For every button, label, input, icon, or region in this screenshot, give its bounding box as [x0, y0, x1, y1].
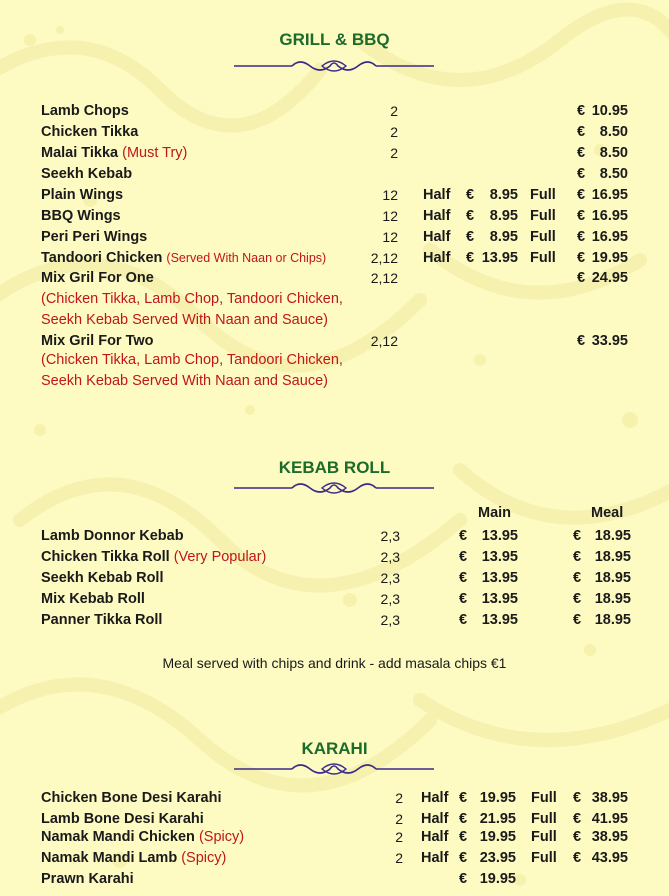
- currency-symbol: €: [459, 549, 468, 565]
- item-price: 8.50: [599, 166, 628, 182]
- menu-item-name: [41, 549, 266, 565]
- currency-symbol: €: [577, 208, 586, 224]
- full-label: Full: [531, 790, 557, 806]
- main-price: 13.95: [481, 591, 518, 607]
- item-name-text: BBQ Wings: [41, 208, 121, 224]
- menu-item-name: [41, 790, 222, 806]
- currency-symbol: €: [573, 528, 582, 544]
- menu-item-name: [41, 103, 129, 119]
- currency-symbol: €: [466, 208, 475, 224]
- full-label: Full: [530, 208, 556, 224]
- menu-item-name: [41, 871, 134, 887]
- currency-symbol: €: [459, 528, 468, 544]
- half-label: Half: [423, 208, 451, 224]
- item-name-text: Chicken Tikka: [41, 124, 139, 140]
- half-label: Half: [423, 187, 451, 203]
- allergen-code: 2,3: [380, 570, 400, 586]
- kebab-footnote: Meal served with chips and drink - add masala chips €1: [162, 655, 507, 671]
- item-name-text: Namak Mandi Lamb: [41, 850, 178, 866]
- menu-item-name: [41, 850, 226, 866]
- currency-symbol: €: [577, 103, 586, 119]
- item-name-text: Seekh Kebab Roll: [41, 570, 164, 586]
- item-name-text: Mix Gril For Two: [41, 333, 154, 349]
- item-price: 16.95: [591, 187, 628, 203]
- currency-symbol: €: [573, 850, 582, 866]
- full-price: 41.95: [591, 811, 628, 827]
- full-label: Full: [531, 850, 557, 866]
- currency-symbol: €: [459, 811, 468, 827]
- allergen-code: 2: [390, 145, 398, 161]
- half-price: 8.95: [489, 187, 518, 203]
- item-note: (Very Popular): [173, 549, 267, 565]
- item-price: 8.50: [599, 124, 628, 140]
- main-price: 13.95: [481, 528, 518, 544]
- currency-symbol: €: [459, 570, 468, 586]
- menu-item-name: [41, 612, 162, 628]
- currency-symbol: €: [573, 829, 582, 845]
- section-title-grill: GRILL & BBQ: [279, 30, 390, 49]
- mix-one-description-line2: Seekh Kebab Served With Naan and Sauce): [41, 312, 328, 328]
- item-name-text: Lamb Bone Desi Karahi: [41, 811, 204, 827]
- half-price: 19.95: [479, 790, 516, 806]
- half-price: 19.95: [479, 829, 516, 845]
- half-label: Half: [423, 250, 451, 266]
- item-name-text: Lamb Chops: [41, 103, 129, 119]
- item-note: (Spicy): [181, 850, 227, 866]
- currency-symbol: €: [459, 790, 468, 806]
- item-name-text: Plain Wings: [41, 187, 124, 203]
- half-label: Half: [421, 790, 449, 806]
- meal-price: 18.95: [594, 612, 631, 628]
- half-price: 13.95: [481, 250, 518, 266]
- half-price: 8.95: [489, 229, 518, 245]
- meal-price: 18.95: [594, 570, 631, 586]
- allergen-code: 12: [382, 208, 398, 224]
- currency-symbol: €: [573, 612, 582, 628]
- meal-price: 18.95: [594, 591, 631, 607]
- full-price: 43.95: [591, 850, 628, 866]
- half-label: Half: [421, 811, 449, 827]
- currency-symbol: €: [577, 333, 586, 349]
- menu-item-name: [41, 166, 132, 182]
- allergen-code: 2: [395, 829, 403, 845]
- currency-symbol: €: [466, 250, 475, 266]
- menu-item-name: [41, 124, 138, 140]
- currency-symbol: €: [577, 145, 586, 161]
- mix-one-description-line1: (Chicken Tikka, Lamb Chop, Tandoori Chicken,: [41, 291, 343, 307]
- menu-item-name: [41, 570, 163, 586]
- item-note: (Must Try): [122, 145, 188, 161]
- full-label: Full: [531, 829, 557, 845]
- currency-symbol: €: [459, 871, 468, 887]
- allergen-code: 12: [382, 187, 398, 203]
- menu-item-name: [41, 811, 204, 827]
- currency-symbol: €: [577, 166, 586, 182]
- half-label: Half: [421, 829, 449, 845]
- half-price: 19.95: [479, 871, 516, 887]
- allergen-code: 2,3: [380, 612, 400, 628]
- currency-symbol: €: [577, 229, 586, 245]
- menu-item-name: [41, 229, 147, 245]
- currency-symbol: €: [577, 187, 586, 203]
- allergen-code: 2: [395, 850, 403, 866]
- item-name-text: Mix Gril For One: [41, 270, 154, 286]
- mix-two-description-line1: (Chicken Tikka, Lamb Chop, Tandoori Chicken,: [41, 352, 343, 368]
- section-title-kebab: KEBAB ROLL: [278, 458, 391, 477]
- half-price: 8.95: [489, 208, 518, 224]
- ornament-divider-icon: [234, 479, 434, 497]
- item-name-text: Seekh Kebab: [41, 166, 133, 182]
- menu-item-name: [41, 145, 187, 161]
- item-price: 33.95: [591, 333, 628, 349]
- currency-symbol: €: [577, 124, 586, 140]
- item-price: 16.95: [591, 208, 628, 224]
- allergen-code: 12: [382, 229, 398, 245]
- allergen-code: 2,3: [380, 591, 400, 607]
- item-name-text: Prawn Karahi: [41, 871, 134, 887]
- full-label: Full: [530, 187, 556, 203]
- allergen-code: 2,3: [380, 528, 400, 544]
- currency-symbol: €: [573, 549, 582, 565]
- allergen-code: 2,3: [380, 549, 400, 565]
- menu-item-name: [41, 250, 326, 266]
- allergen-code: 2: [395, 811, 403, 827]
- item-name-text: Namak Mandi Chicken: [41, 829, 195, 845]
- full-label: Full: [530, 250, 556, 266]
- meal-price: 18.95: [594, 549, 631, 565]
- currency-symbol: €: [573, 811, 582, 827]
- item-price: 8.50: [599, 145, 628, 161]
- item-price: 24.95: [591, 270, 628, 286]
- allergen-code: 2,12: [370, 270, 398, 286]
- menu-item-name: [41, 187, 123, 203]
- menu-item-name: [41, 591, 145, 607]
- currency-symbol: €: [459, 829, 468, 845]
- full-label: Full: [531, 811, 557, 827]
- main-price: 13.95: [481, 570, 518, 586]
- currency-symbol: €: [466, 187, 475, 203]
- item-price: 19.95: [591, 250, 628, 266]
- currency-symbol: €: [459, 612, 468, 628]
- currency-symbol: €: [459, 850, 468, 866]
- item-name-text: Malai Tikka: [41, 145, 119, 161]
- menu-item-name: [41, 528, 184, 544]
- item-note: (Spicy): [198, 829, 245, 845]
- half-label: Half: [423, 229, 451, 245]
- half-price: 21.95: [479, 811, 516, 827]
- allergen-code: 2: [390, 124, 398, 140]
- currency-symbol: €: [577, 270, 586, 286]
- item-name-text: Lamb Donnor Kebab: [41, 528, 184, 544]
- item-name-text: Panner Tikka Roll: [41, 612, 163, 628]
- kebab-meal-header: Meal: [591, 505, 624, 521]
- ornament-divider-icon: [234, 57, 434, 75]
- main-price: 13.95: [481, 549, 518, 565]
- main-price: 13.95: [481, 612, 518, 628]
- currency-symbol: €: [459, 591, 468, 607]
- item-price: 16.95: [591, 229, 628, 245]
- allergen-code: 2: [390, 103, 398, 119]
- item-price: 10.95: [591, 103, 628, 119]
- full-price: 38.95: [591, 829, 628, 845]
- menu-item-name: [41, 208, 121, 224]
- item-name-text: Peri Peri Wings: [41, 229, 148, 245]
- mix-two-description-line2: Seekh Kebab Served With Naan and Sauce): [41, 373, 328, 389]
- full-price: 38.95: [591, 790, 628, 806]
- half-label: Half: [421, 850, 449, 866]
- full-label: Full: [530, 229, 556, 245]
- currency-symbol: €: [573, 790, 582, 806]
- item-name-text: Chicken Bone Desi Karahi: [41, 790, 222, 806]
- item-name-text: Tandoori Chicken: [41, 250, 163, 266]
- meal-price: 18.95: [594, 528, 631, 544]
- half-price: 23.95: [479, 850, 516, 866]
- item-name-text: Chicken Tikka Roll: [41, 549, 170, 565]
- section-title-karahi: KARAHI: [301, 739, 368, 758]
- currency-symbol: €: [573, 570, 582, 586]
- menu-item-name: [41, 270, 154, 286]
- currency-symbol: €: [466, 229, 475, 245]
- item-note: (Served With Naan or Chips): [166, 251, 327, 265]
- currency-symbol: €: [573, 591, 582, 607]
- ornament-divider-icon: [234, 760, 434, 778]
- allergen-code: 2: [395, 790, 403, 806]
- kebab-main-header: Main: [478, 505, 512, 521]
- allergen-code: 2,12: [370, 333, 398, 349]
- item-name-text: Mix Kebab Roll: [41, 591, 145, 607]
- allergen-code: 2,12: [370, 250, 398, 266]
- menu-item-name: [41, 333, 154, 349]
- menu-item-name: [41, 829, 244, 845]
- currency-symbol: €: [577, 250, 586, 266]
